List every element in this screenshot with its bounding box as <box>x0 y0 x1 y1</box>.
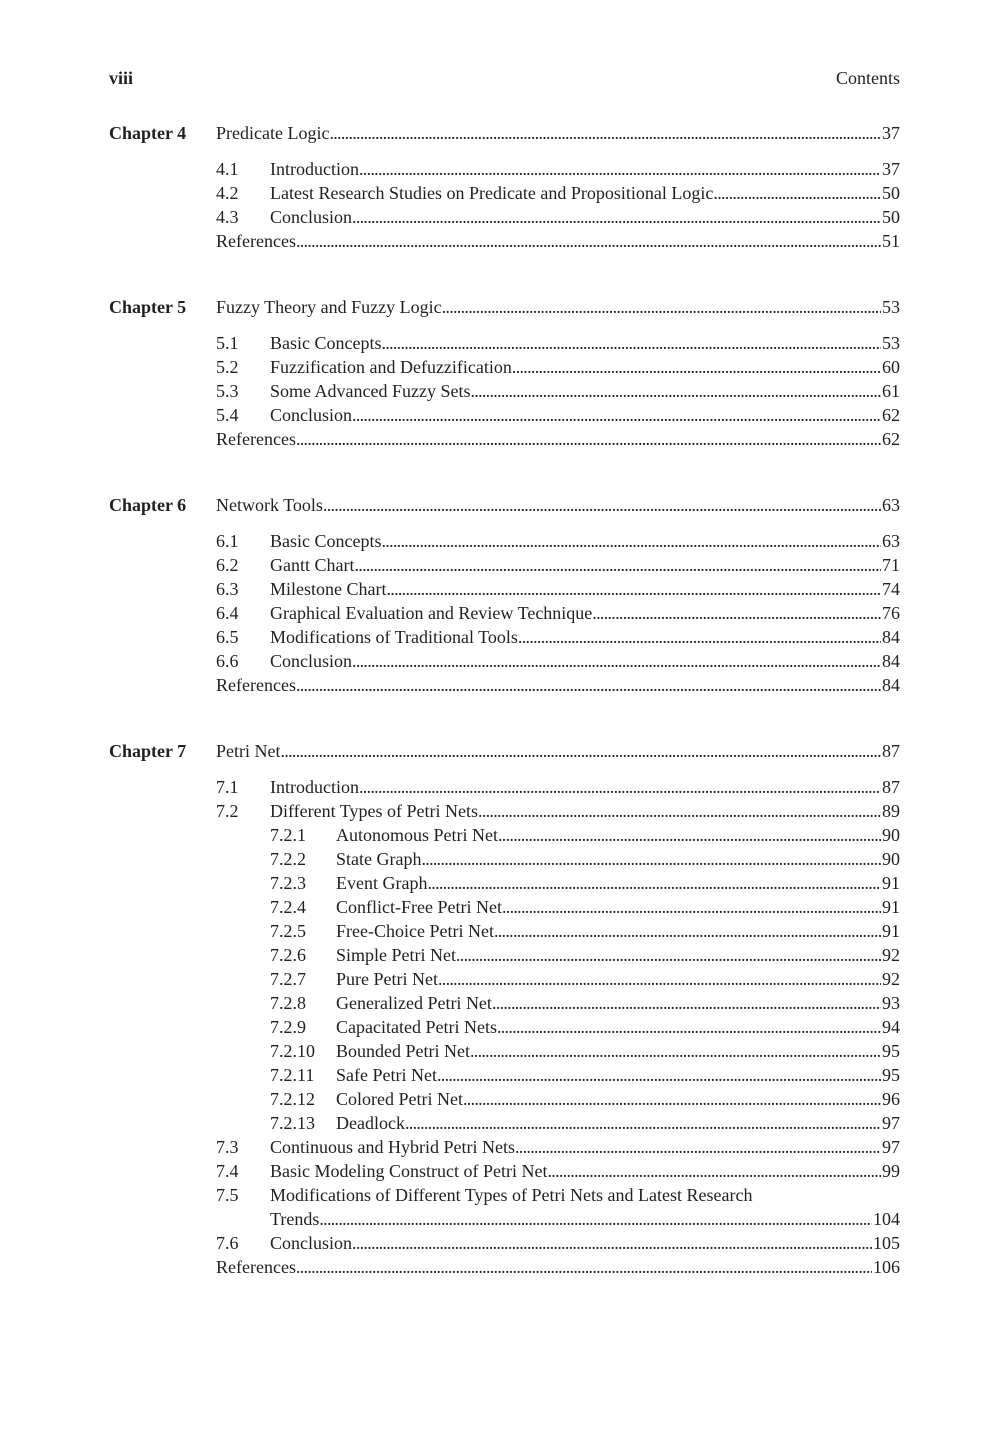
toc-entry[interactable] <box>109 601 900 625</box>
section-number: 7.5 <box>216 1185 239 1205</box>
toc-entry[interactable] <box>109 799 900 823</box>
entry-leader <box>270 1159 900 1183</box>
subsection-title: State Graph <box>336 849 422 869</box>
chapter-title: Petri Net <box>216 741 281 761</box>
toc-entry[interactable] <box>109 181 900 205</box>
toc-entry[interactable] <box>109 379 900 403</box>
page-ref: 63 <box>882 531 900 551</box>
entry-leader <box>336 967 900 991</box>
section-title: Introduction <box>270 777 359 797</box>
page-ref: 95 <box>882 1065 900 1085</box>
entry-leader <box>216 229 900 253</box>
subsection-number: 7.2.9 <box>270 1017 306 1037</box>
section-number: 7.4 <box>216 1161 239 1181</box>
section-number: 5.2 <box>216 357 239 377</box>
dot-leader <box>492 991 881 1015</box>
entry-leader <box>336 895 900 919</box>
toc-entry[interactable] <box>109 1231 900 1255</box>
section-title: Conclusion <box>270 207 353 227</box>
page-ref: 50 <box>882 207 900 227</box>
toc-subentry[interactable] <box>109 847 900 871</box>
entry-leader <box>336 823 900 847</box>
dot-leader <box>421 847 881 871</box>
page-ref: 63 <box>882 495 900 515</box>
dot-leader <box>592 601 881 625</box>
section-number: 6.2 <box>216 555 239 575</box>
references-entry[interactable] <box>109 673 900 697</box>
section-title: Conclusion <box>270 1233 353 1253</box>
entry-leader <box>336 1039 900 1063</box>
toc-subentry[interactable] <box>109 823 900 847</box>
chapter-label: Chapter 5 <box>109 297 187 317</box>
section-title: Some Advanced Fuzzy Sets <box>270 381 471 401</box>
page-ref: 74 <box>882 579 900 599</box>
toc-entry[interactable] <box>109 625 900 649</box>
chapter-block <box>109 739 900 1279</box>
chapter-title-row[interactable] <box>109 121 900 145</box>
dot-leader <box>352 649 881 673</box>
dot-leader <box>442 295 881 319</box>
page-ref: 97 <box>882 1137 900 1157</box>
entry-leader <box>336 1087 900 1111</box>
page-ref: 95 <box>882 1041 900 1061</box>
page-ref: 91 <box>882 897 900 917</box>
page-number: viii <box>109 68 134 88</box>
section-number: 4.3 <box>216 207 239 227</box>
toc-subentry[interactable] <box>109 871 900 895</box>
subsection-number: 7.2.3 <box>270 873 306 893</box>
chapter-title: Predicate Logic <box>216 123 330 143</box>
dot-leader <box>296 1255 872 1279</box>
entry-leader <box>336 1015 900 1039</box>
section-title: Basic Concepts <box>270 531 382 551</box>
toc-entry[interactable] <box>109 553 900 577</box>
chapter-label: Chapter 6 <box>109 495 187 515</box>
subsection-title: Bounded Petri Net <box>336 1041 470 1061</box>
section-title: Introduction <box>270 159 359 179</box>
entry-leader <box>336 1063 900 1087</box>
dot-leader <box>405 1111 881 1135</box>
subsection-title: Colored Petri Net <box>336 1089 463 1109</box>
section-number: 7.3 <box>216 1137 239 1157</box>
dot-leader <box>329 121 881 145</box>
entry-leader <box>270 529 900 553</box>
section-number: 6.4 <box>216 603 239 623</box>
page-ref: 106 <box>873 1257 900 1277</box>
entry-leader <box>270 577 900 601</box>
subsection-title: Autonomous Petri Net <box>336 825 498 845</box>
running-title: Contents <box>835 68 900 88</box>
subsection-title: Safe Petri Net <box>336 1065 437 1085</box>
page-ref: 94 <box>882 1017 900 1037</box>
dot-leader <box>497 1015 881 1039</box>
section-number: 6.5 <box>216 627 239 647</box>
entry-leader <box>270 1135 900 1159</box>
section-title: Basic Modeling Construct of Petri Net <box>270 1161 548 1181</box>
toc-entry[interactable] <box>109 157 900 181</box>
section-title: Continuous and Hybrid Petri Nets <box>270 1137 515 1157</box>
dot-leader <box>296 229 881 253</box>
entry-leader <box>270 1207 900 1231</box>
dot-leader <box>427 871 881 895</box>
dot-leader <box>547 1159 881 1183</box>
page-ref: 97 <box>882 1113 900 1133</box>
page-ref: 90 <box>882 825 900 845</box>
toc-entry[interactable] <box>109 331 900 355</box>
page-ref: 84 <box>882 675 900 695</box>
dot-leader <box>359 157 881 181</box>
toc-subentry[interactable] <box>109 1015 900 1039</box>
entry-leader <box>336 871 900 895</box>
section-number: 7.2 <box>216 801 239 821</box>
section-title: Different Types of Petri Nets <box>270 801 479 821</box>
page-ref: 89 <box>882 801 900 821</box>
section-title: Conclusion <box>270 405 353 425</box>
subsection-number: 7.2.10 <box>270 1041 315 1061</box>
dot-leader <box>478 799 881 823</box>
dot-leader <box>381 529 881 553</box>
entry-leader <box>270 157 900 181</box>
page-ref: 92 <box>882 945 900 965</box>
entry-leader <box>270 649 900 673</box>
toc-entry[interactable] <box>109 355 900 379</box>
entry-leader <box>270 355 900 379</box>
subsection-number: 7.2.5 <box>270 921 306 941</box>
page-ref: 62 <box>882 405 900 425</box>
section-number: 4.1 <box>216 159 239 179</box>
toc-subentry[interactable] <box>109 1039 900 1063</box>
chapter-block <box>109 121 900 253</box>
page-ref: 91 <box>882 921 900 941</box>
toc-entry[interactable] <box>109 403 900 427</box>
section-title: Basic Concepts <box>270 333 382 353</box>
dot-leader <box>296 427 881 451</box>
chapter-label: Chapter 7 <box>109 741 187 761</box>
entry-leader <box>216 673 900 697</box>
entry-leader <box>270 625 900 649</box>
toc-entry[interactable] <box>109 1159 900 1183</box>
dot-leader <box>470 1039 881 1063</box>
dot-leader <box>456 943 881 967</box>
dot-leader <box>463 1087 881 1111</box>
dot-leader <box>352 1231 872 1255</box>
chapter-title-row[interactable] <box>109 295 900 319</box>
subsection-number: 7.2.7 <box>270 969 306 989</box>
dot-leader <box>386 577 881 601</box>
page-ref: 53 <box>882 297 900 317</box>
page-ref: 71 <box>882 555 900 575</box>
chapter-title-leader <box>216 121 900 145</box>
references-entry[interactable] <box>109 427 900 451</box>
section-title: Modifications of Traditional Tools <box>270 627 518 647</box>
page-ref: 37 <box>882 159 900 179</box>
dot-leader <box>352 403 881 427</box>
references-title: References <box>216 1257 296 1277</box>
subsection-number: 7.2.4 <box>270 897 306 917</box>
references-title: References <box>216 231 296 251</box>
chapter-label: Chapter 4 <box>109 123 187 143</box>
section-number: 5.3 <box>216 381 239 401</box>
dot-leader <box>319 1207 872 1231</box>
dot-leader <box>713 181 881 205</box>
dot-leader <box>359 775 881 799</box>
chapter-title-leader <box>216 493 900 517</box>
page-ref: 93 <box>882 993 900 1013</box>
chapter-title: Network Tools <box>216 495 323 515</box>
section-title: Modifications of Different Types of Petri Nets and Latest Research <box>270 1185 753 1205</box>
subsection-title: Pure Petri Net <box>336 969 438 989</box>
references-title: References <box>216 675 296 695</box>
dot-leader <box>354 553 881 577</box>
section-number: 4.2 <box>216 183 239 203</box>
section-title: Latest Research Studies on Predicate and Propositional Logic <box>270 183 714 203</box>
subsection-number: 7.2.12 <box>270 1089 315 1109</box>
dot-leader <box>381 331 881 355</box>
entry-leader <box>270 799 900 823</box>
section-title: Fuzzification and Defuzzification <box>270 357 512 377</box>
entry-leader <box>216 427 900 451</box>
dot-leader <box>498 823 881 847</box>
dot-leader <box>437 1063 881 1087</box>
page-ref: 37 <box>882 123 900 143</box>
entry-leader <box>216 1255 900 1279</box>
toc-entry[interactable] <box>109 205 900 229</box>
references-entry[interactable] <box>109 229 900 253</box>
toc-entry-multiline-cont[interactable] <box>109 1207 900 1231</box>
entry-leader <box>270 181 900 205</box>
references-entry[interactable] <box>109 1255 900 1279</box>
chapter-title-row[interactable] <box>109 739 900 763</box>
chapter-title-row[interactable] <box>109 493 900 517</box>
chapter-block <box>109 295 900 451</box>
section-number: 6.6 <box>216 651 239 671</box>
subsection-number: 7.2.11 <box>270 1065 315 1085</box>
toc-entry[interactable] <box>109 529 900 553</box>
toc-subentry[interactable] <box>109 1087 900 1111</box>
toc-entry-multiline-first[interactable] <box>109 1183 900 1207</box>
page-ref: 76 <box>882 603 900 623</box>
entry-leader <box>270 775 900 799</box>
subsection-title: Event Graph <box>336 873 428 893</box>
dot-leader <box>438 967 881 991</box>
section-number: 6.3 <box>216 579 239 599</box>
subsection-title: Generalized Petri Net <box>336 993 492 1013</box>
entry-leader <box>336 991 900 1015</box>
entry-leader <box>270 1231 900 1255</box>
dot-leader <box>296 673 881 697</box>
subsection-number: 7.2.1 <box>270 825 306 845</box>
page-ref: 62 <box>882 429 900 449</box>
page-ref: 91 <box>882 873 900 893</box>
toc-subentry[interactable] <box>109 1063 900 1087</box>
dot-leader <box>518 625 881 649</box>
section-number: 7.6 <box>216 1233 239 1253</box>
page-ref: 104 <box>873 1209 900 1229</box>
toc-subentry[interactable] <box>109 991 900 1015</box>
subsection-number: 7.2.6 <box>270 945 306 965</box>
page-ref: 105 <box>873 1233 900 1253</box>
dot-leader <box>494 919 881 943</box>
toc-entry[interactable] <box>109 649 900 673</box>
page-ref: 61 <box>882 381 900 401</box>
toc-subentry[interactable] <box>109 943 900 967</box>
chapter-title: Fuzzy Theory and Fuzzy Logic <box>216 297 442 317</box>
entry-leader <box>270 331 900 355</box>
section-title: Graphical Evaluation and Review Technique <box>270 603 593 623</box>
dot-leader <box>512 355 881 379</box>
toc-subentry[interactable] <box>109 895 900 919</box>
page-ref: 84 <box>882 651 900 671</box>
dot-leader <box>515 1135 881 1159</box>
section-title-continuation: Trends <box>270 1209 320 1229</box>
entry-leader <box>270 379 900 403</box>
subsection-number: 7.2.8 <box>270 993 306 1013</box>
entry-leader <box>270 553 900 577</box>
page-ref: 87 <box>882 741 900 761</box>
chapter-block <box>109 493 900 697</box>
subsection-title: Deadlock <box>336 1113 405 1133</box>
page-ref: 99 <box>882 1161 900 1181</box>
toc-subentry[interactable] <box>109 1111 900 1135</box>
chapter-title-leader <box>216 295 900 319</box>
entry-leader <box>270 601 900 625</box>
entry-leader <box>336 943 900 967</box>
dot-leader <box>281 739 882 763</box>
entry-leader <box>336 919 900 943</box>
section-title: Milestone Chart <box>270 579 387 599</box>
toc-subentry[interactable] <box>109 919 900 943</box>
page-ref: 84 <box>882 627 900 647</box>
page-ref: 90 <box>882 849 900 869</box>
dot-leader <box>323 493 881 517</box>
section-number: 7.1 <box>216 777 239 797</box>
subsection-number: 7.2.2 <box>270 849 306 869</box>
toc-entry[interactable] <box>109 775 900 799</box>
section-number: 5.1 <box>216 333 239 353</box>
entry-leader <box>336 847 900 871</box>
page-ref: 51 <box>882 231 900 251</box>
page-ref: 96 <box>882 1089 900 1109</box>
subsection-title: Capacitated Petri Nets <box>336 1017 497 1037</box>
section-number: 5.4 <box>216 405 239 425</box>
page-ref: 60 <box>882 357 900 377</box>
page-ref: 50 <box>882 183 900 203</box>
dot-leader <box>352 205 881 229</box>
entry-leader <box>270 205 900 229</box>
section-title: Gantt Chart <box>270 555 355 575</box>
subsection-title: Free-Choice Petri Net <box>336 921 494 941</box>
entry-leader <box>336 1111 900 1135</box>
page-ref: 87 <box>882 777 900 797</box>
dot-leader <box>470 379 881 403</box>
toc-entry[interactable] <box>109 1135 900 1159</box>
subsection-title: Conflict-Free Petri Net <box>336 897 502 917</box>
references-title: References <box>216 429 296 449</box>
entry-leader <box>270 403 900 427</box>
toc-subentry[interactable] <box>109 967 900 991</box>
chapter-title-leader <box>216 739 900 763</box>
section-title: Conclusion <box>270 651 353 671</box>
toc-entry[interactable] <box>109 577 900 601</box>
subsection-number: 7.2.13 <box>270 1113 315 1133</box>
dot-leader <box>502 895 881 919</box>
section-number: 6.1 <box>216 531 239 551</box>
page-ref: 53 <box>882 333 900 353</box>
page-ref: 92 <box>882 969 900 989</box>
subsection-title: Simple Petri Net <box>336 945 456 965</box>
